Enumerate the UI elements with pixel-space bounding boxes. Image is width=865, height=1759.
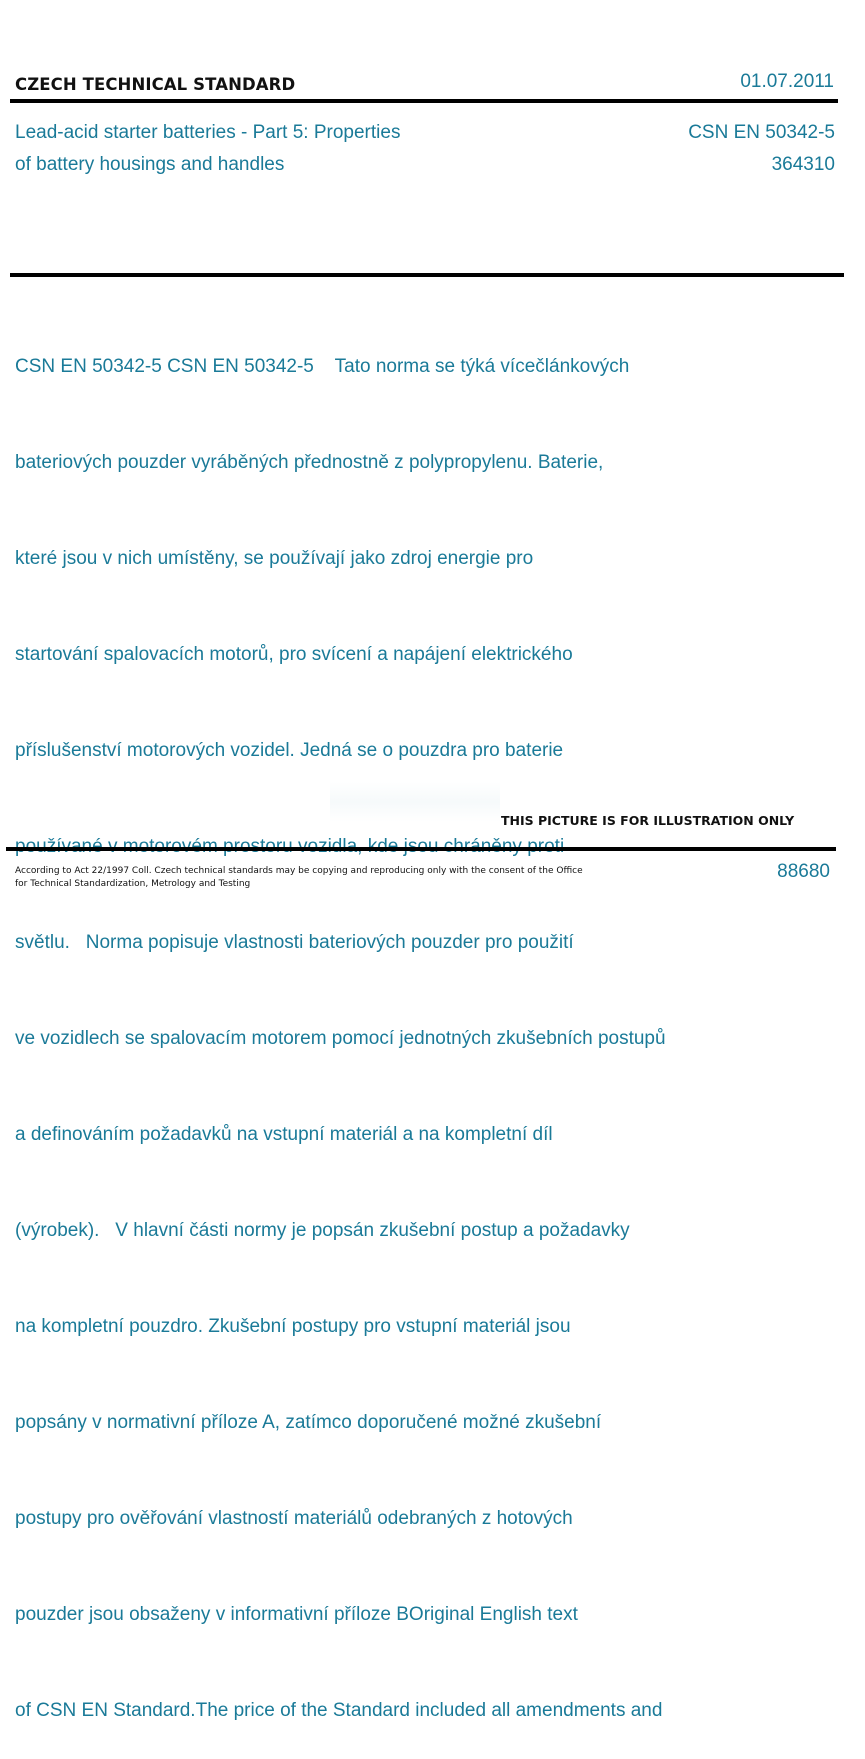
- abstract-line: startování spalovacích motorů, pro svícení a napájení elektrického: [15, 644, 573, 665]
- abstract-line: ve vozidlech se spalovacím motorem pomocí jednotných zkušebních postupů: [15, 1028, 666, 1049]
- footer-divider: [6, 847, 836, 851]
- abstract-line: na kompletní pouzdro. Zkušební postupy pro vstupní materiál jsou: [15, 1316, 571, 1337]
- document-type-heading: CZECH TECHNICAL STANDARD: [15, 75, 296, 94]
- legal-notice-line: for Technical Standardization, Metrology and Testing: [15, 878, 251, 889]
- abstract-line: popsány v normativní příloze A, zatímco doporučené možné zkušební: [15, 1412, 602, 1433]
- abstract-line: které jsou v nich umístěny, se používají jako zdroj energie pro: [15, 548, 534, 569]
- legal-notice-line: According to Act 22/1997 Coll. Czech technical standards may be copying and reproducing only with the consent of the Office: [15, 866, 583, 876]
- abstract-line: (výrobek). V hlavní části normy je popsán zkušební postup a požadavky: [15, 1220, 630, 1241]
- abstract-line: CSN EN 50342-5 CSN EN 50342-5 Tato norma se týká vícečlánkových: [15, 356, 630, 377]
- catalog-number: 88680: [777, 861, 830, 882]
- standard-identifiers: [688, 117, 835, 181]
- header-divider: [10, 99, 838, 103]
- standard-title: [15, 117, 535, 181]
- classification-number: 364310: [771, 154, 835, 175]
- standard-title-line: of battery housings and handles: [15, 154, 285, 175]
- faded-text-overlay: [330, 782, 500, 822]
- standard-title-line: Lead-acid starter batteries - Part 5: Properties: [15, 122, 401, 143]
- abstract-line: a definováním požadavků na vstupní materiál a na kompletní díl: [15, 1124, 553, 1145]
- abstract-line: pouzder jsou obsaženy v informativní příloze BOriginal English text: [15, 1604, 578, 1625]
- standard-abstract: [15, 287, 835, 1759]
- abstract-line: bateriových pouzder vyráběných přednostně z polypropylenu. Baterie,: [15, 452, 604, 473]
- illustration-notice: THIS PICTURE IS FOR ILLUSTRATION ONLY: [501, 813, 795, 828]
- legal-notice: [15, 865, 595, 890]
- standard-code: CSN EN 50342-5: [688, 122, 835, 143]
- publication-date: 01.07.2011: [740, 71, 834, 92]
- abstract-line: postupy pro ověřování vlastností materiálů odebraných z hotových: [15, 1508, 573, 1529]
- abstract-line: of CSN EN Standard.The price of the Standard included all amendments and: [15, 1700, 663, 1721]
- abstract-line: světlu. Norma popisuje vlastnosti bateriových pouzder pro použití: [15, 932, 574, 953]
- abstract-line: příslušenství motorových vozidel. Jedná se o pouzdra pro baterie: [15, 740, 564, 761]
- title-divider: [10, 273, 844, 277]
